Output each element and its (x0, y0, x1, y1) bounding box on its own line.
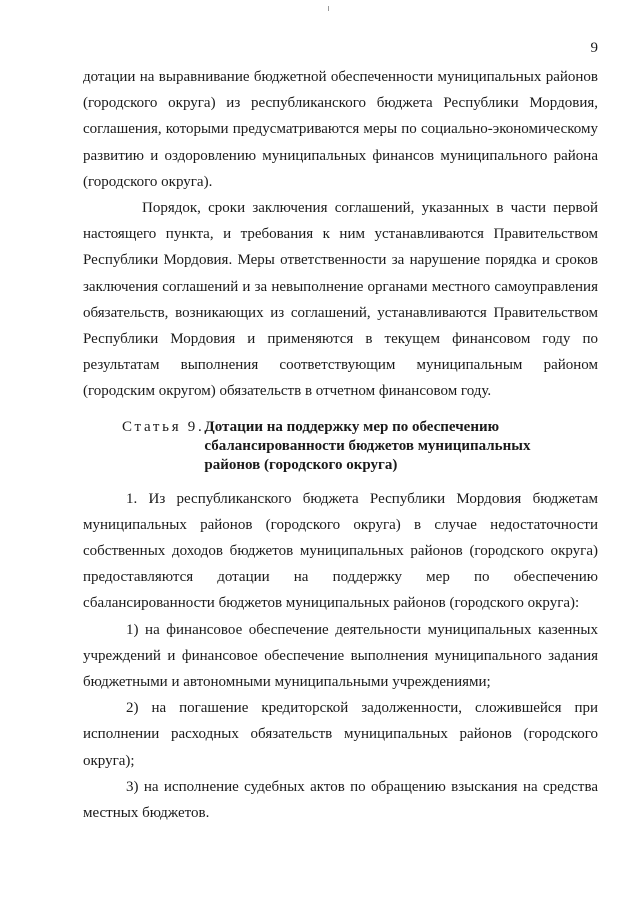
paragraph-subitem-1: 1) на финансовое обеспечение деятельности муниципальных казенных учреждений и финансовое обеспечение выполнения муниципального задания бюджетными и автономными муниципальными учреждениями; (83, 621, 598, 691)
paragraph-item-1: 1. Из республиканского бюджета Республики Мордовия бюджетам муниципальных районов (городского округа) в случае недостаточности собственных доходов бюджетов муниципальных районов (городского округа) предоставляются дотации на поддержку мер по обеспечению сбалансированности бюджетов муниципальных районов (городского округа): (83, 490, 598, 612)
article-title-line-2: сбалансированности бюджетов муниципальных (204, 437, 531, 454)
scan-mark (328, 6, 329, 11)
article-title-line-1: Дотации на поддержку мер по обеспечению (204, 418, 500, 435)
article-title-line-3: районов (городского округа) (204, 456, 398, 473)
paragraph-subitem-2: 2) на погашение кредиторской задолженности, сложившейся при исполнении расходных обязательств муниципальных районов (городского округа); (83, 700, 598, 769)
article-title (204, 418, 534, 475)
page-number: 9 (590, 40, 598, 56)
paragraph-subitem-3: 3) на исполнение судебных актов по обращению взыскания на средства местных бюджетов. (83, 778, 598, 822)
paragraph-continuation: дотации на выравнивание бюджетной обеспеченности муниципальных районов (городского округа) из республиканского бюджета Республики Мордовия, соглашения, которыми предусматриваются меры по социально-экономическому развитию и оздоровлению муниципальных финансов муниципального района (городского округа). (83, 69, 598, 190)
article-heading (83, 418, 598, 475)
paragraph-agreements-procedure: Порядок, сроки заключения соглашений, указанных в части первой настоящего пункта, и требования к ним устанавливаются Правительством Республики Мордовия. Меры ответственности за нарушение порядка и сроков заключения соглашений и за невыполнение органами местного самоуправления обязательств, возникающих из соглашений, устанавливаются Правительством Республики Мордовия и применяются в текущем финансовом году по результатам выполнения соответствующим муниципальным районом (городским округом) обязательств в отчетном финансовом году. (83, 200, 598, 400)
document-body (83, 64, 598, 826)
article-label: Статья 9. (122, 418, 205, 435)
